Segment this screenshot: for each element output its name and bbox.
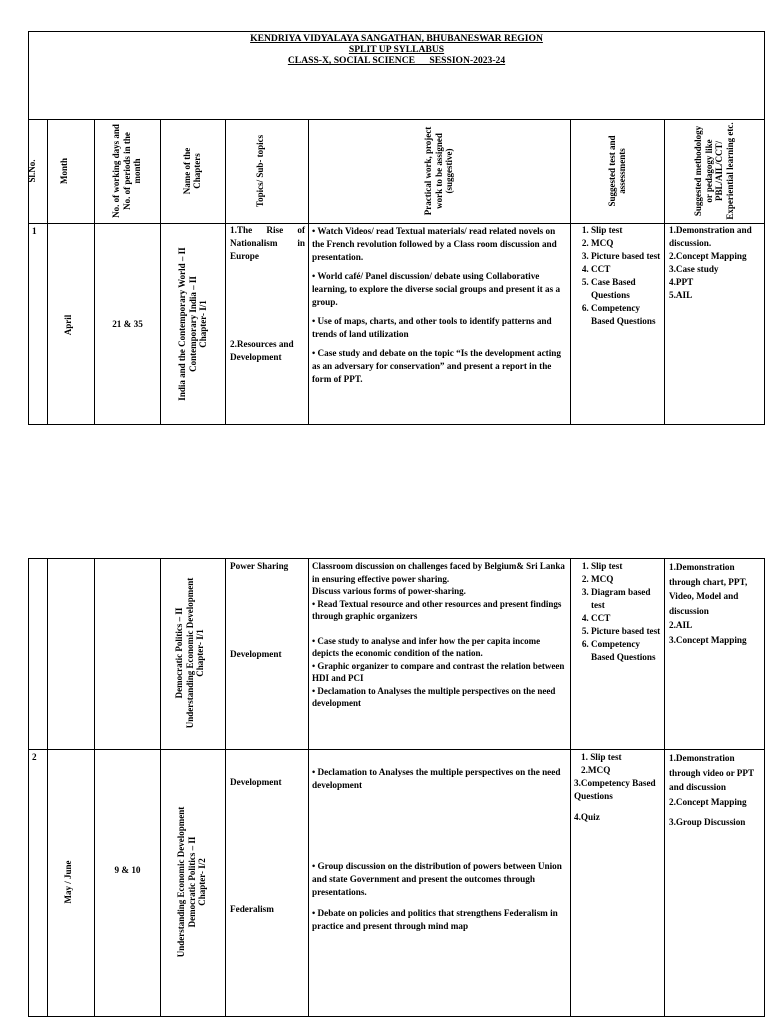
- rowA-practical: [312, 560, 567, 710]
- rowA-practical-item-4: • Case study to analyse and infer how the per capita income depicts the economic condition of the nation.: [312, 635, 541, 658]
- row1-method-1: 1.Demonstration and discussion.: [669, 225, 752, 248]
- row1-chapters: [171, 235, 215, 413]
- header-practical-text: Practical work, project work to be assigned (suggestive): [423, 126, 455, 216]
- row1-test-4: 4. CCT: [591, 263, 664, 276]
- title-line-3: CLASS-X, SOCIAL SCIENCE SESSION-2023-24: [287, 55, 506, 66]
- header-tests-text: Suggested test and assessments: [606, 135, 627, 207]
- row1-month: April: [63, 314, 73, 336]
- row1-chapter-line-1: India and the Contemporary World – II: [177, 247, 188, 401]
- rowA-practical-item-1: Classroom discussion on challenges faced by Belgium& Sri Lanka in ensuring effective power sharing.: [312, 561, 565, 584]
- header-chapters-text: Name of the Chapters: [181, 147, 202, 195]
- rowB-chapter-line-2: Democratic Politics – II: [186, 836, 197, 928]
- row1-topic-2: 2.Resources and Development: [230, 339, 294, 362]
- rowA-chapters: [170, 558, 210, 748]
- row1-test-3: 3. Picture based test: [591, 250, 664, 263]
- rowB-chapter-line-3: Chapter- I/2: [197, 858, 208, 906]
- row1-methods: [669, 224, 763, 302]
- row1-test-5: 5. Case Based Questions: [591, 276, 664, 302]
- rowB-chapters: [172, 782, 212, 982]
- rowB-topic-2: Federalism: [230, 904, 274, 914]
- row1-chapter-line-2: Contemporary India – II: [187, 276, 198, 372]
- row1-sl-no: 1: [32, 226, 37, 236]
- rowA-chapter-line-2: Understanding Economic Development: [184, 577, 195, 729]
- row1-practical-item-2: • World café/ Panel discussion/ debate using Collaborative learning, to explore the diverse social groups and present it as a group.: [312, 271, 561, 307]
- row1-days: 21 & 35: [112, 319, 143, 329]
- rowB-methods: [669, 751, 757, 830]
- rowA-topic-1: Power Sharing: [230, 561, 289, 571]
- rowA-practical-item-2: Discuss various forms of power-sharing.: [312, 586, 466, 596]
- row1-test-6: 6. Competency Based Questions: [591, 302, 664, 328]
- row1-method-4: 4.PPT: [669, 277, 694, 287]
- rowB-days: 9 & 10: [114, 865, 141, 875]
- title-line-1: KENDRIYA VIDYALAYA SANGATHAN, BHUBANESWAR REGION: [250, 33, 543, 44]
- header-chapters: [169, 121, 215, 221]
- rowB-method-2: 2.Concept Mapping: [669, 796, 747, 807]
- rowA-tests: [574, 560, 664, 664]
- row1-test-1: 1. Slip test: [591, 224, 664, 237]
- rowA-test-2: 2. MCQ: [591, 573, 664, 586]
- rowB-practical-item-2: • Group discussion on the distribution of powers between Union and state Government and present the outcomes through presentations.: [312, 861, 562, 897]
- rowB-practical: [312, 766, 567, 933]
- rowA-method-1: 1.Demonstration through chart, PPT, Video, Model and discussion: [669, 562, 748, 616]
- rowB-tests: [574, 751, 664, 824]
- header-working-days-text: No. of working days and No. of periods in the month: [111, 124, 143, 218]
- rowB-test-2: 2.MCQ: [581, 765, 611, 775]
- rowB-test-3: 3.Competency Based Questions: [574, 778, 656, 801]
- row1-method-5: 5.AIL: [669, 290, 693, 300]
- rowB-method-1: 1.Demonstration through video or PPT and discussion: [669, 753, 754, 792]
- rowB-practical-item-3: • Debate on policies and politics that strengthens Federalism in practice and present through mind map: [312, 908, 558, 931]
- rowA-topic-2: Development: [230, 649, 282, 659]
- header-methodology: [669, 121, 759, 221]
- row1-method-2: 2.Concept Mapping: [669, 251, 747, 261]
- rowB-practical-item-1: • Declamation to Analyses the multiple perspectives on the need development: [312, 767, 561, 790]
- row1-topic-1: 1.The Rise of Nationalism in Europe: [230, 225, 305, 261]
- rowA-method-3: 3.Concept Mapping: [669, 634, 747, 645]
- rowA-test-6: 6. Competency Based Questions: [591, 638, 664, 664]
- rowA-practical-item-5: • Graphic organizer to compare and contrast the relation between HDI and PCI: [312, 660, 565, 683]
- header-working-days: [98, 121, 156, 221]
- rowA-chapter-line-1: Democratic Politics – II: [174, 607, 185, 699]
- header-methodology-text: Suggested methodology or pedagogy like PBL/AIL/CCT/ Experiential learning etc.: [693, 122, 735, 220]
- rowB-chapter-line-1: Understanding Economic Development: [176, 806, 187, 958]
- header-tests: [594, 121, 640, 221]
- header-practical: [402, 121, 476, 221]
- rowA-practical-item-3: • Read Textual resource and other resources and present findings through graphic organizers: [312, 598, 562, 621]
- row1-chapter-line-3: Chapter- I/1: [198, 300, 209, 348]
- rowA-practical-item-6: • Declamation to Analyses the multiple perspectives on the need development: [312, 685, 556, 708]
- rowB-test-1: 1. Slip test: [581, 752, 622, 762]
- rowA-method-2: 2.AIL: [669, 620, 693, 630]
- rowA-test-4: 4. CCT: [591, 612, 664, 625]
- header-month: Month: [59, 158, 69, 185]
- rowB-month: May / June: [63, 860, 73, 904]
- row1-tests: [574, 224, 664, 328]
- row1-practical-item-3: • Use of maps, charts, and other tools to identify patterns and trends of land utilization: [312, 316, 552, 339]
- document-title: [28, 33, 765, 66]
- row1-practical-item-1: • Watch Videos/ read Textual materials/ read related novels on the French revolution followed by a Class room discussion and presentation.: [312, 226, 557, 262]
- row1-practical-item-4: • Case study and debate on the topic “Is the development acting as an adversary for conservation” and present a report in the form of PPT.: [312, 348, 561, 384]
- rowA-test-1: 1. Slip test: [591, 560, 664, 573]
- title-line-2: SPLIT UP SYLLABUS: [348, 44, 445, 55]
- row1-practical: [312, 225, 567, 392]
- rowB-sl-no: 2: [32, 752, 37, 762]
- rowB-topic-1: Development: [230, 777, 282, 787]
- rowB-test-4: 4.Quiz: [574, 812, 600, 822]
- rowA-test-5: 5. Picture based test: [591, 625, 664, 638]
- rowB-method-3: 3.Group Discussion: [669, 817, 746, 827]
- header-topics: Topics/ Sub- topics: [255, 134, 265, 208]
- rowA-chapter-line-3: Chapter- I/1: [195, 629, 206, 677]
- rowA-test-3: 3. Diagram based test: [591, 586, 664, 612]
- row1-method-3: 3.Case study: [669, 264, 719, 274]
- row1-test-2: 2. MCQ: [591, 237, 664, 250]
- rowA-methods: [669, 560, 757, 647]
- header-sl-no: Sl.No.: [27, 159, 37, 183]
